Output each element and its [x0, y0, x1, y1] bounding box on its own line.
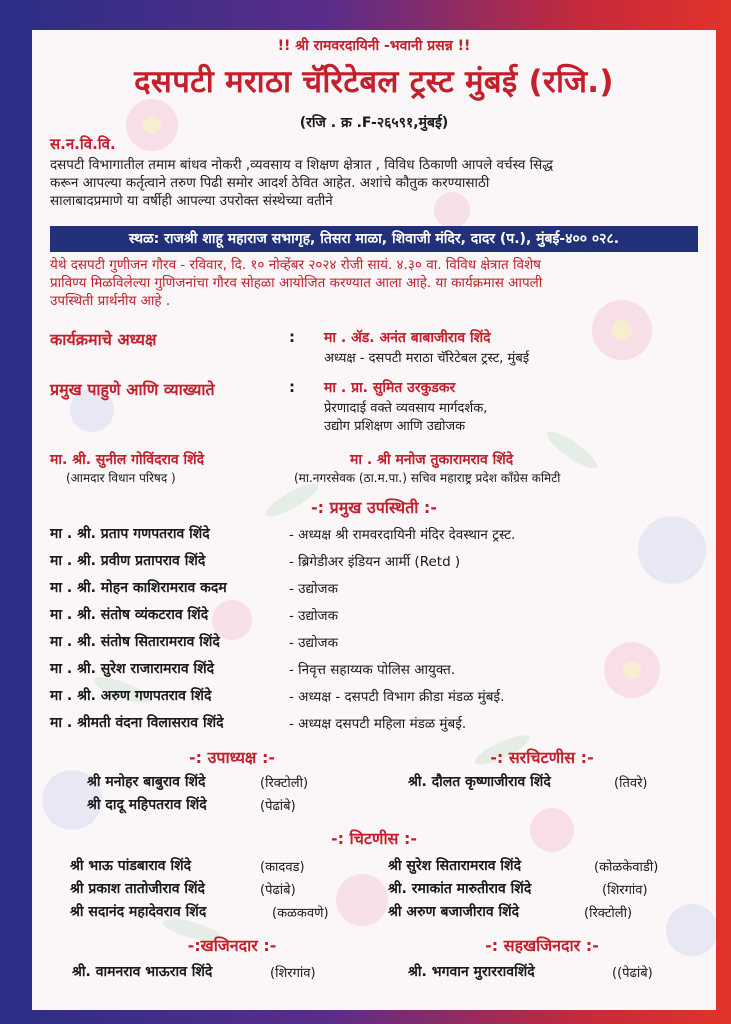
joint-treasurer-place: ((पेढांबे) [612, 966, 653, 981]
intro-line: दसपटी विभागातील तमाम बांधव नोकरी ,व्यवसाय व शिक्षण क्षेत्रात , विविध ठिकाणी आपले वर्चस्व सिद्ध [50, 157, 554, 173]
general-secretary-place: (तिवरे) [614, 776, 648, 791]
presence-row-name: मा . श्री. संतोष व्यंकटराव शिंदे [50, 607, 209, 623]
presence-row-desc: - ब्रिगेडीअर इंडियन आर्मी (Retd ) [289, 554, 461, 570]
secretary-place: (रिक्टोली) [584, 906, 633, 921]
presence-row-name: मा . श्रीमती वंदना विलासराव शिंदे [50, 715, 224, 731]
presence-row-name: मा . श्री. प्रताप गणपतराव शिंदे [50, 526, 210, 542]
guest-title-left: (आमदार विधान परिषद ) [66, 471, 176, 485]
chief-guest-colon: : [289, 378, 295, 396]
secretary-name: श्री सुरेश सितारामराव शिंदे [388, 858, 522, 874]
invitation-card [32, 30, 716, 1010]
general-secretary-name: श्री. दौलत कृष्णाजीराव शिंदे [408, 774, 551, 790]
presence-row-desc: - अध्यक्ष श्री रामवरदायिनी मंदिर देवस्थान ट्रस्ट. [289, 527, 516, 543]
presence-row-desc: - अध्यक्ष दसपटी महिला मंडळ मुंबई. [289, 716, 467, 732]
treasurer-heading: -:खजिनदार :- [187, 936, 277, 955]
presence-row-name: मा . श्री. संतोष सितारामराव शिंदे [50, 634, 220, 650]
president-colon: : [289, 328, 295, 346]
registration-number: (रजि . क्र .F-२६५९१,मुंबई) [299, 115, 449, 131]
vice-president-name: श्री दादू महिपतराव शिंदे [87, 797, 207, 813]
trust-title: दसपटी मराठा चॅरिटेबल ट्रस्ट मुंबई (रजि.) [134, 64, 614, 100]
presence-row-desc: - निवृत्त सहाय्यक पोलिस आयुक्त. [289, 662, 456, 678]
secretary-place: (शिरगांव) [602, 883, 648, 898]
presence-heading: -: प्रमुख उपस्थिती :- [311, 498, 437, 517]
presence-row-desc: - उद्योजक [289, 635, 338, 651]
joint-treasurer-name: श्री. भगवान मुराररावशिंदे [408, 964, 535, 980]
blessing-line: !! श्री रामवरदायिनी -भवानी प्रसन्न !! [277, 38, 471, 54]
salutation: स.न.वि.वि. [50, 135, 116, 153]
presence-row-desc: - अध्यक्ष - दसपटी विभाग क्रीडा मंडळ मुंबई. [289, 689, 505, 705]
chief-guest-label: प्रमुख पाहुणे आणि व्याख्याते [50, 380, 215, 399]
secretaries-heading: -: चिटणीस :- [330, 829, 418, 848]
presence-row-name: मा . श्री. प्रवीण प्रतापराव शिंदे [50, 553, 206, 569]
chief-guest-line1: प्रेरणादाई वक्ते व्यवसाय मार्गदर्शक, [324, 401, 488, 416]
presence-row-name: मा . श्री. सुरेश राजारामराव शिंदे [50, 661, 215, 677]
secretary-place: (कोळकेवाडी) [594, 860, 659, 875]
joint-treasurer-heading: -: सहखजिनदार :- [485, 936, 599, 955]
guest-name-left: मा. श्री. सुनील गोविंदराव शिंदे [50, 452, 205, 468]
secretary-place: (कळकवणे) [272, 906, 329, 921]
presence-row-name: मा . श्री. मोहन काशिरामराव कदम [50, 580, 227, 596]
vice-president-place: (पेढांबे) [260, 799, 296, 814]
intro-paragraph [50, 156, 690, 210]
event-line: येथे दसपटी गुणीजन गौरव - रविवार, दि. १० नोव्हेंबर २०२४ रोजी सायं. ४.३० वा. विविध क्षेत्रात विशेष [50, 257, 541, 273]
guest-title-right: (मा.नगरसेवक (ठा.म.पा.) सचिव महाराष्ट्र प्रदेश कॉंग्रेस कमिटी [294, 471, 561, 485]
secretary-name: श्री भाऊ पांडबाराव शिंदे [70, 858, 192, 874]
secretary-place: (पेढांबे) [260, 883, 296, 898]
secretary-name: श्री प्रकाश तातोजीराव शिंदे [70, 881, 205, 897]
secretary-name: श्री अरुण बजाजीराव शिंदे [388, 904, 520, 920]
vice-president-name: श्री मनोहर बाबुराव शिंदे [87, 774, 206, 790]
chief-guest-name: मा . प्रा. सुमित उरकुडकर [324, 380, 456, 396]
presence-row-desc: - उद्योजक [289, 608, 338, 624]
event-paragraph [50, 256, 690, 310]
event-line: उपस्थिती प्रार्थनीय आहे . [50, 293, 171, 309]
secretary-name: श्री. रमाकांत मारुतीराव शिंदे [388, 881, 532, 897]
presence-row-name: मा . श्री. अरुण गणपतराव शिंदे [50, 688, 212, 704]
treasurer-place: (शिरगांव) [270, 966, 316, 981]
intro-line: करून आपल्या कर्तृत्वाने तरुण पिढी समोर आदर्श ठेवित आहेत. अशांचे कौतुक करण्यासाठी [50, 175, 490, 191]
chief-guest-line2: उद्योग प्रशिक्षण आणि उद्योजक [324, 419, 466, 434]
president-label: कार्यक्रमाचे अध्यक्ष [50, 330, 157, 349]
president-name: मा . ॲड. अनंत बाबाजीराव शिंदे [324, 330, 491, 346]
event-line: प्राविण्य मिळविलेल्या गुणिजनांचा गौरव सोहळा आयोजित करण्यात आला आहे. या कार्यक्रमास आपली [50, 275, 543, 291]
president-title: अध्यक्ष - दसपटी मराठा चॅरिटेबल ट्रस्ट, मुंबई [324, 351, 530, 366]
presence-row-desc: - उद्योजक [289, 581, 338, 597]
secretary-place: (कादवड) [260, 860, 305, 875]
vice-president-place: (रिक्टोली) [260, 776, 309, 791]
general-secretary-heading: -: सरचिटणीस :- [490, 748, 594, 767]
vice-president-heading: -: उपाध्यक्ष :- [189, 748, 275, 767]
venue-banner: स्थळ: राजश्री शाहू महाराज सभागृह, तिसरा माळा, शिवाजी मंदिर, दादर (प.), मुंबई-४०० ०२८. [50, 226, 698, 252]
secretary-name: श्री सदानंद महादेवराव शिंद [70, 904, 207, 920]
treasurer-name: श्री. वामनराव भाऊराव शिंदे [72, 964, 213, 980]
guest-name-right: मा . श्री मनोज तुकारामराव शिंदे [350, 452, 514, 468]
intro-line: सालाबादप्रमाणे या वर्षीही आपल्या उपरोक्त संस्थेच्या वतीने [50, 193, 333, 209]
